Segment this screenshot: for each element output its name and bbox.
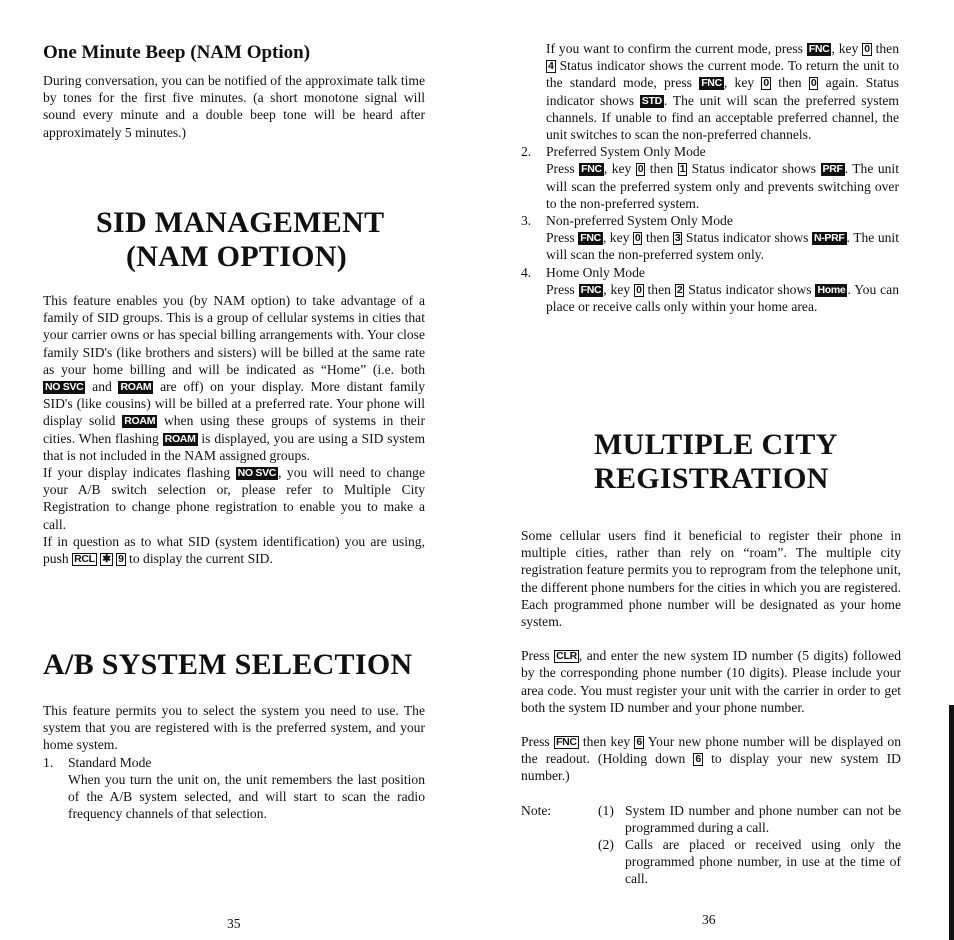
clr-key: CLR (556, 650, 577, 663)
list-item: 4. Home Only Mode Press FNC , key 0 then 2 Status indicator shows Home . You can place or receive calls only within your home area. (521, 264, 900, 315)
notes (521, 802, 901, 888)
zero-key: 0 (636, 283, 642, 296)
mcr-body (521, 527, 901, 888)
six-key: 6 (636, 736, 642, 749)
six-key: 6 (695, 753, 701, 766)
zero-key: 0 (634, 232, 641, 245)
four-key: 4 (548, 60, 554, 73)
ab-intro-text: This feature permits you to select the system you need to use. The system that you are registered with is the preferred system, and your home system. (43, 703, 425, 753)
ab-system-selection-heading: A/B SYSTEM SELECTION (43, 648, 413, 681)
three-key: 3 (674, 232, 681, 245)
page-number-right: 36 (702, 912, 716, 927)
ab-system-body (43, 702, 425, 822)
note-item: (2) Calls are placed or received using only the programmed phone number, in use at the time of call. (598, 837, 901, 887)
mcr-paragraph-3: Press FNC then key 6 Your new phone number will be displayed on the readout. (Holding down 6 to display your new system ID number.) (521, 734, 902, 784)
list-item: 2. Preferred System Only Mode Press FNC , key 0 then 1 Status indicator shows PRF . The unit will scan the preferred system only and prevents switching over to the non-preferred system. (521, 144, 899, 211)
note-item: Note: (1) System ID number and phone number can not be programmed during a call. (521, 802, 901, 835)
fnc-key: FNC (808, 43, 830, 55)
zero-key: 0 (637, 163, 644, 176)
fnc-key: FNC (580, 232, 601, 245)
fnc-key: FNC (701, 77, 722, 90)
sid-paragraph-3: If in question as to what SID (system identification) you are using, push RCL ✱ 9 to display the current SID. (43, 533, 425, 567)
star-key: ✱ (102, 553, 111, 566)
nosvc-indicator: NO SVC (45, 381, 84, 394)
fnc-key: FNC (555, 736, 577, 749)
rcl-key: RCL (74, 553, 95, 566)
two-key: 2 (676, 283, 683, 296)
sid-paragraph-2: If your display indicates flashing NO SVC , you will need to change your A/B switch selection or, please refer to Multiple City Registration to change phone registration to enable you to make a call. (43, 465, 425, 532)
multiple-city-registration-heading: MULTIPLE CITY REGISTRATION (594, 428, 838, 495)
list-item: 1. Standard Mode When you turn the unit on, the unit remembers the last position of the A/B system selected, and will start to scan the radio frequency channels of that selection. (43, 754, 425, 822)
list-item: 3. Non-preferred System Only Mode Press FNC , key 0 then 3 Status indicator shows N-PRF . The unit will scan the non-preferred system only. (521, 213, 899, 263)
roam-indicator: ROAM (164, 432, 196, 445)
zero-key: 0 (763, 77, 769, 90)
std-indicator: STD (641, 94, 662, 107)
ab-continued (521, 40, 899, 315)
page-edge-shadow (949, 705, 954, 940)
sid-paragraph-1: This feature enables you (by NAM option) to take advantage of a family of SID groups. This is a group of cellular systems in cities that your carrier owns or has special billing arrangements with. Your close family SID's (like brothers and sisters) will be billed at the same rate as your home billing and will be indicated as “Home” (i.e. both NO SVC and ROAM are off) on your display. More distant family SID's (like cousins) will be billed at a preferred rate. Your phone will display solid ROAM when using these groups of systems in their cities. When flashing ROAM is displayed, you are using a SID system that is not included in the NAM assigned groups. (43, 293, 426, 463)
mcr-paragraph-2: Press CLR , and enter the new system ID number (5 digits) followed by the corresponding phone number (10 digits). Please include your area code. You must register your unit with the carrier in order to get both the system ID number and your phone number. (521, 648, 901, 715)
page-number-left: 35 (227, 916, 241, 931)
confirm-mode-paragraph: If you want to confirm the current mode, press FNC , key 0 then 4 Status indicator shows the current mode. To return the unit to the standard mode, press FNC , key 0 then 0 again. Status indicator shows STD . The unit will scan the preferred system channels. If unable to find an acceptable preferred channel, the unit switches to scan the non-preferred channels. (546, 41, 899, 143)
sid-management-body (43, 292, 425, 567)
zero-key: 0 (810, 77, 817, 90)
fnc-key: FNC (581, 163, 602, 176)
one-minute-beep-heading: One Minute Beep (NAM Option) (43, 42, 311, 63)
fnc-key: FNC (580, 283, 602, 296)
one-minute-beep-text: During conversation, you can be notified of the approximate talk time by tones for the first five minutes. (a short monotone signal will sound every minute and a double beep tone will be heard after approximately 5 minutes.) (43, 73, 425, 140)
sid-management-heading: SID MANAGEMENT (NAM OPTION) (96, 206, 385, 273)
home-indicator: Home (817, 283, 846, 296)
zero-key: 0 (864, 43, 870, 55)
roam-indicator: ROAM (124, 415, 156, 428)
one-key: 1 (679, 163, 686, 176)
nprf-indicator: N-PRF (813, 232, 845, 245)
prf-indicator: PRF (822, 163, 843, 176)
mcr-paragraph-1: Some cellular users find it beneficial to register their phone in multiple cities, rather than rely on “roam”. The multiple city registration feature permits you to reprogram from the telephone unit, the different phone numbers for the cities in which you are registered. Each programmed phone number will be designated as your home system. (521, 528, 901, 630)
nosvc-indicator: NO SVC (237, 467, 277, 480)
nine-key: 9 (118, 553, 124, 566)
roam-indicator: ROAM (120, 381, 152, 394)
